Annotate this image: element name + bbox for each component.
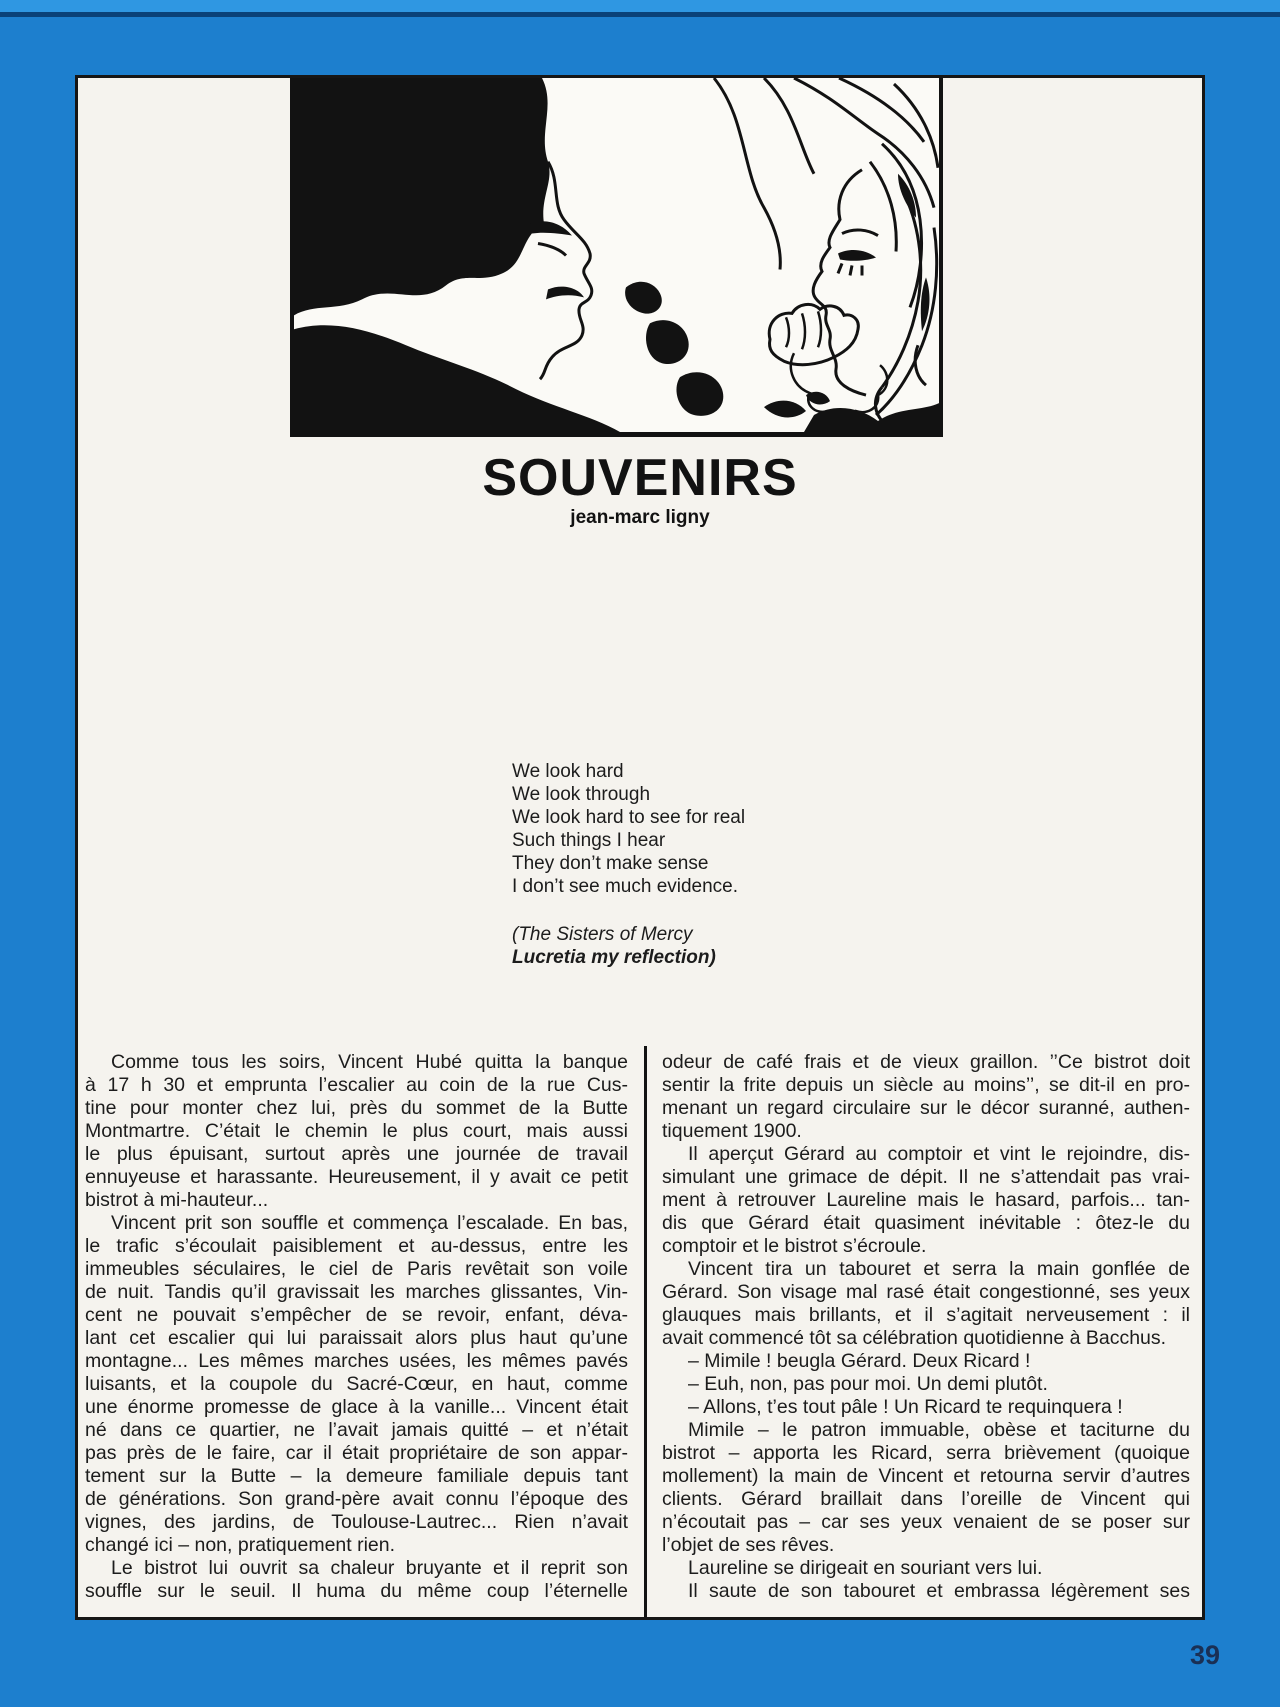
page-number: 39 bbox=[1189, 1640, 1220, 1670]
text-line: pas près de le faire, car il était propriétaire de son appar- bbox=[85, 1442, 628, 1464]
text-line: montagne... Les mêmes marches usées, les mêmes pavés bbox=[85, 1350, 628, 1372]
text-line: de générations. Son grand-père avait connu l’époque des bbox=[85, 1488, 628, 1510]
magazine-page bbox=[75, 75, 1205, 1620]
text-line: dis que Gérard était quasiment inévitable : ôtez-le du bbox=[662, 1212, 1190, 1234]
text-line: tine pour monter chez lui, près du sommet de la Butte bbox=[85, 1097, 628, 1119]
text-line: We look through bbox=[512, 784, 651, 805]
text-line: clients. Gérard braillait dans l’oreille de Vincent qui bbox=[662, 1488, 1190, 1510]
ink-drawing-couple bbox=[294, 78, 939, 432]
page-title: SOUVENIRS bbox=[482, 449, 798, 507]
text-line: Mimile – le patron immuable, obèse et taciturne du bbox=[688, 1419, 1190, 1441]
text-line: le trafic s’écoulait paisiblement et au-dessus, entre les bbox=[85, 1235, 628, 1257]
text-line: une énorme promesse de glace à la vanille... Vincent était bbox=[85, 1396, 628, 1418]
epigraph-attribution bbox=[512, 923, 716, 969]
text-line: ennuyeuse et harassante. Heureusement, il y avait ce petit bbox=[85, 1166, 628, 1188]
text-line: bistrot – apporta les Ricard, serra brièvement (quoique bbox=[662, 1442, 1190, 1464]
text-line: They don’t make sense bbox=[512, 853, 709, 874]
text-line: glauques mais brillants, et il s’agitait nerveusement : il bbox=[662, 1304, 1190, 1326]
attribution-band: (The Sisters of Mercy bbox=[512, 924, 693, 945]
text-line: – Allons, t’es tout pâle ! Un Ricard te requinquera ! bbox=[688, 1396, 1123, 1418]
text-line: Such things I hear bbox=[512, 830, 666, 851]
text-line: I don’t see much evidence. bbox=[512, 876, 739, 897]
text-line: Laureline se dirigeait en souriant vers lui. bbox=[688, 1557, 1043, 1579]
text-line: à 17 h 30 et emprunta l’escalier au coin de la rue Cus- bbox=[85, 1074, 628, 1096]
column-divider bbox=[644, 1046, 647, 1617]
text-line: souffle sur le seuil. Il huma du même coup l’éternelle bbox=[85, 1580, 628, 1602]
text-line: bistrot à mi-hauteur... bbox=[85, 1189, 269, 1211]
text-line: immeubles séculaires, le ciel de Paris revêtait son voile bbox=[85, 1258, 628, 1280]
top-blue-strip bbox=[0, 0, 1280, 12]
text-line: Montmartre. C’était le chemin le plus court, mais aussi bbox=[85, 1120, 628, 1142]
text-line: – Euh, non, pas pour moi. Un demi plutôt. bbox=[688, 1373, 1048, 1395]
text-line: Gérard. Son visage mal rasé était congestionné, ses yeux bbox=[662, 1281, 1190, 1303]
text-line: Le bistrot lui ouvrit sa chaleur bruyante et il reprit son bbox=[111, 1557, 628, 1579]
text-line: – Mimile ! beugla Gérard. Deux Ricard ! bbox=[688, 1350, 1031, 1372]
text-line: Il saute de son tabouret et embrassa légèrement ses bbox=[688, 1580, 1190, 1602]
story-illustration bbox=[290, 78, 943, 437]
text-line: Vincent tira un tabouret et serra la main gonflée de bbox=[688, 1258, 1190, 1280]
text-line: comptoir et le bistrot s’écroule. bbox=[662, 1235, 927, 1257]
text-line: vignes, des jardins, de Toulouse-Lautrec... Rien n’avait bbox=[85, 1511, 628, 1533]
text-line: tement sur la Butte – la demeure familiale depuis tant bbox=[85, 1465, 628, 1487]
text-line: né dans ce quartier, ne l’avait jamais quitté – et n’était bbox=[85, 1419, 628, 1441]
byline: jean-marc ligny bbox=[570, 507, 710, 528]
text-line: Il aperçut Gérard au comptoir et vint le rejoindre, dis- bbox=[688, 1143, 1190, 1165]
text-line: Vincent prit son souffle et commença l’escalade. En bas, bbox=[111, 1212, 628, 1234]
text-line: mollement) la main de Vincent et retourna servir d’autres bbox=[662, 1465, 1190, 1487]
text-line: We look hard to see for real bbox=[512, 807, 746, 828]
attribution-song: Lucretia my reflection) bbox=[512, 947, 716, 968]
text-line: ment à retrouver Laureline mais le hasard, parfois... tan- bbox=[662, 1189, 1190, 1211]
text-line: n’écoutait pas – car ses yeux venaient de se poser sur bbox=[662, 1511, 1190, 1533]
text-line: tiquement 1900. bbox=[662, 1120, 802, 1142]
text-line: cent ne pouvait s’empêcher de se revoir, enfant, déva- bbox=[85, 1304, 628, 1326]
text-line: le plus épuisant, surtout après une journée de travail bbox=[85, 1143, 628, 1165]
text-line: sentir la frite depuis un siècle au moins’’, se dit-il en pro- bbox=[662, 1074, 1190, 1096]
epigraph-poem bbox=[512, 760, 745, 898]
text-line: lant cet escalier qui lui paraissait alors plus haut qu’une bbox=[85, 1327, 628, 1349]
left-text-column bbox=[85, 1051, 628, 1603]
text-line: Comme tous les soirs, Vincent Hubé quitta la banque bbox=[111, 1051, 628, 1073]
top-navy-line bbox=[0, 12, 1280, 17]
right-text-column bbox=[662, 1051, 1190, 1603]
text-line: simulant une grimace de dépit. Il ne s’attendait pas vrai- bbox=[662, 1166, 1190, 1188]
text-line: odeur de café frais et de vieux graillon. ’’Ce bistrot doit bbox=[662, 1051, 1190, 1073]
text-line: We look hard bbox=[512, 761, 624, 782]
text-line: menant un regard circulaire sur le décor suranné, authen- bbox=[662, 1097, 1190, 1119]
text-line: de nuit. Tandis qu’il gravissait les marches glissantes, Vin- bbox=[85, 1281, 628, 1303]
text-line: avait commencé tôt sa célébration quotidienne à Bacchus. bbox=[662, 1327, 1167, 1349]
text-line: luisants, et la coupole du Sacré-Cœur, en haut, comme bbox=[85, 1373, 628, 1395]
text-line: l’objet de ses rêves. bbox=[662, 1534, 835, 1556]
text-line: changé ici – non, pratiquement rien. bbox=[85, 1534, 396, 1556]
